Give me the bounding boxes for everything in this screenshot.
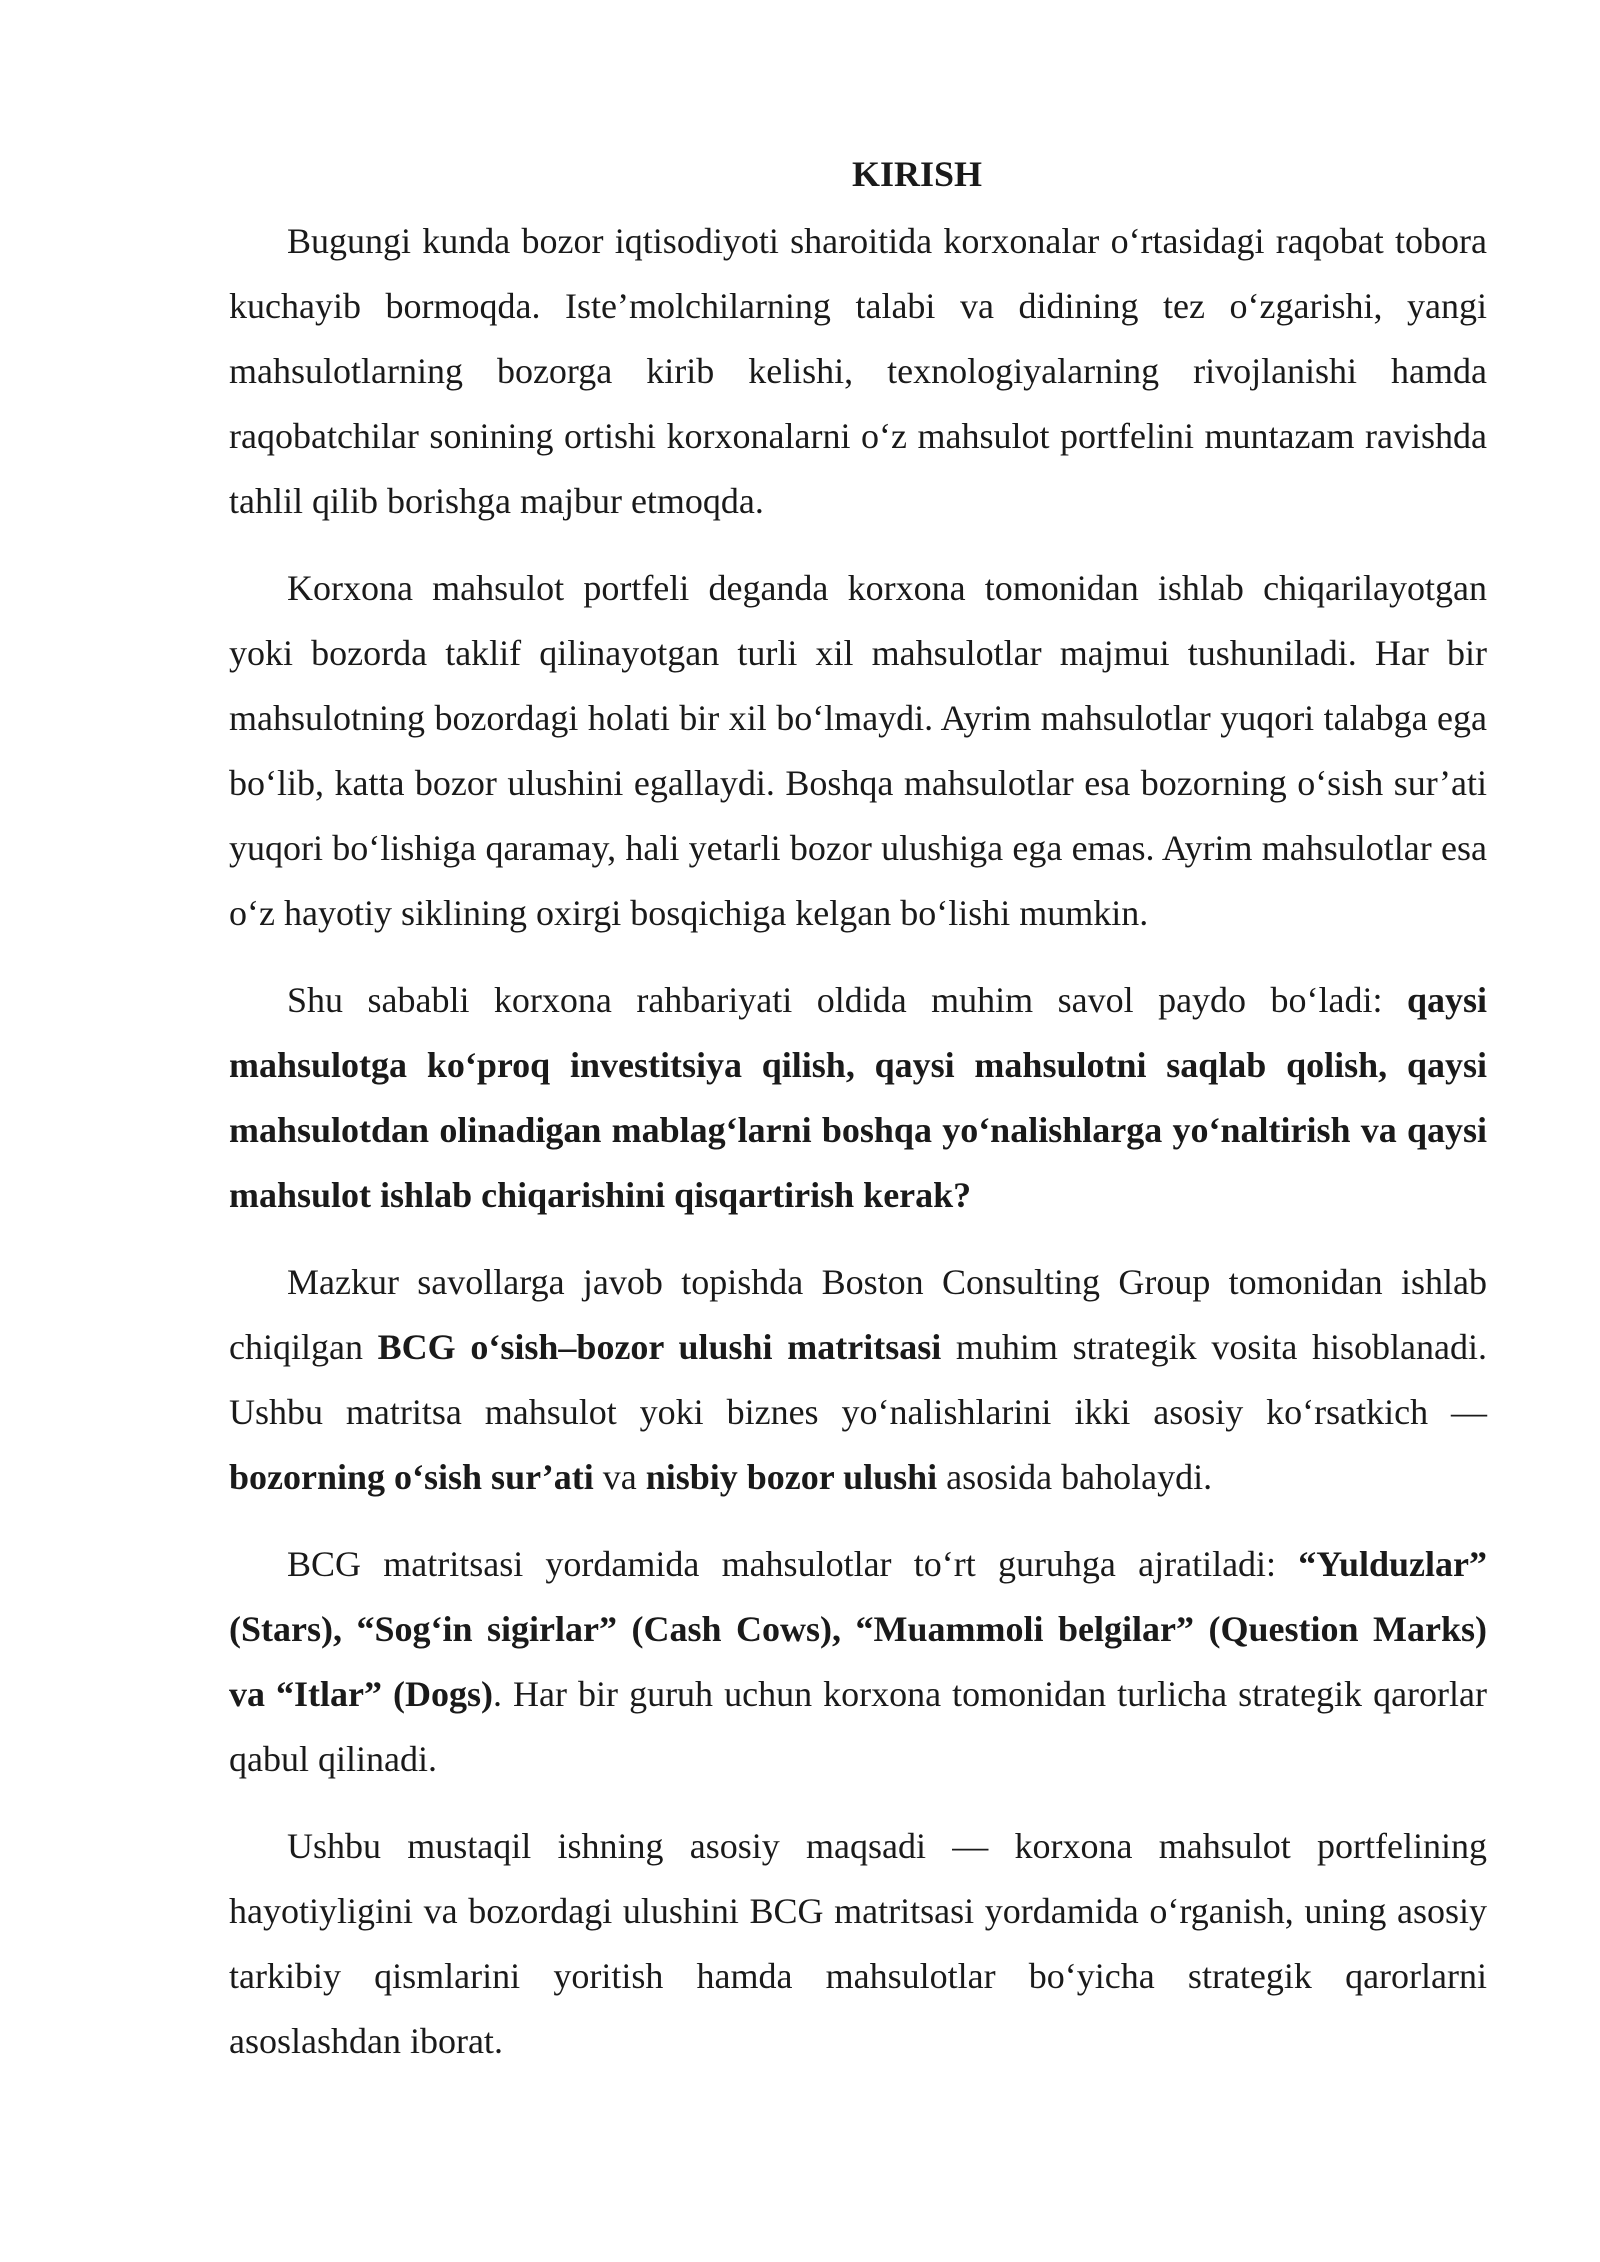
paragraph-3: [229, 968, 1487, 1228]
paragraph-4-text-3: va: [593, 1457, 646, 1497]
paragraph-2: Korxona mahsulot portfeli deganda korxona tomonidan ishlab chiqarilayotgan yoki bozorda taklif qilinayotgan turli xil mahsulotlar majmui tushuniladi. Har bir mahsulotning bozordagi holati bir xil bo‘lmaydi. Ayrim mahsulotlar yuqori talabga ega bo‘lib, katta bozor ulushini egallaydi. Boshqa mahsulotlar esa bozorning o‘sish sur’ati yuqori bo‘lishiga qaramay, hali yetarli bozor ulushiga ega emas. Ayrim mahsulotlar esa o‘z hayotiy siklining oxirgi bosqichiga kelgan bo‘lishi mumkin.: [229, 568, 1487, 933]
paragraph-6: Ushbu mustaqil ishning asosiy maqsadi — korxona mahsulot portfelining hayotiyligini va bozordagi ulushini BCG matritsasi yordamida o‘rganish, uning asosiy tarkibiy qismlarini yoritish hamda mahsulotlar bo‘yicha strategik qarorlarni asoslashdan iborat.: [229, 1826, 1487, 2061]
page-title: KIRISH: [851, 154, 983, 194]
paragraph-4-bold-market-share: nisbiy bozor ulushi: [645, 1457, 938, 1497]
paragraph-4: [229, 1250, 1487, 1510]
paragraph-5-text-1: BCG matritsasi yordamida mahsulotlar to‘rt guruhga ajratiladi:: [287, 1544, 1299, 1584]
paragraph-5: [229, 1532, 1487, 1792]
paragraph-4-text-1: Mazkur savollarga javob topishda Boston Consulting Group tomonidan ishlab chiqilgan: [229, 1262, 1487, 1367]
paragraph-5-text-2: . Har bir guruh uchun korxona tomonidan turlicha strategik qarorlar qabul qilinadi.: [229, 1674, 1487, 1779]
paragraph-4-bold-matrix-name: BCG o‘sish–bozor ulushi matritsasi: [377, 1327, 942, 1367]
paragraph-5-bold-groups: “Yulduzlar” (Stars), “Sog‘in sigirlar” (Cash Cows), “Muammoli belgilar” (Question Marks) va “Itlar” (Dogs): [229, 1544, 1487, 1714]
paragraph-4-bold-growth-rate: bozorning o‘sish sur’ati: [229, 1457, 594, 1497]
paragraph-4-text-2: muhim strategik vosita hisoblanadi. Ushbu matritsa mahsulot yoki biznes yo‘nalishlarini ikki asosiy ko‘rsatkich —: [229, 1327, 1487, 1432]
paragraph-4-text-4: asosida baholaydi.: [937, 1457, 1213, 1497]
document-body: [229, 152, 1487, 2074]
paragraph-1: Bugungi kunda bozor iqtisodiyoti sharoitida korxonalar o‘rtasidagi raqobat tobora kuchayib bormoqda. Iste’molchilarning talabi va didining tez o‘zgarishi, yangi mahsulotlarning bozorga kirib kelishi, texnologiyalarning rivojlanishi hamda raqobatchilar sonining ortishi korxonalarni o‘z mahsulot portfelini muntazam ravishda tahlil qilib borishga majbur etmoqda.: [229, 221, 1487, 521]
paragraph-3-bold-question: qaysi mahsulotga ko‘proq investitsiya qilish, qaysi mahsulotni saqlab qolish, qaysi mahsulotdan olinadigan mablag‘larni boshqa yo‘nalishlarga yo‘naltirish va qaysi mahsulot ishlab chiqarishini qisqartirish kerak?: [229, 980, 1487, 1215]
paragraph-3-text: Shu sababli korxona rahbariyati oldida muhim savol paydo bo‘ladi:: [287, 980, 1407, 1020]
